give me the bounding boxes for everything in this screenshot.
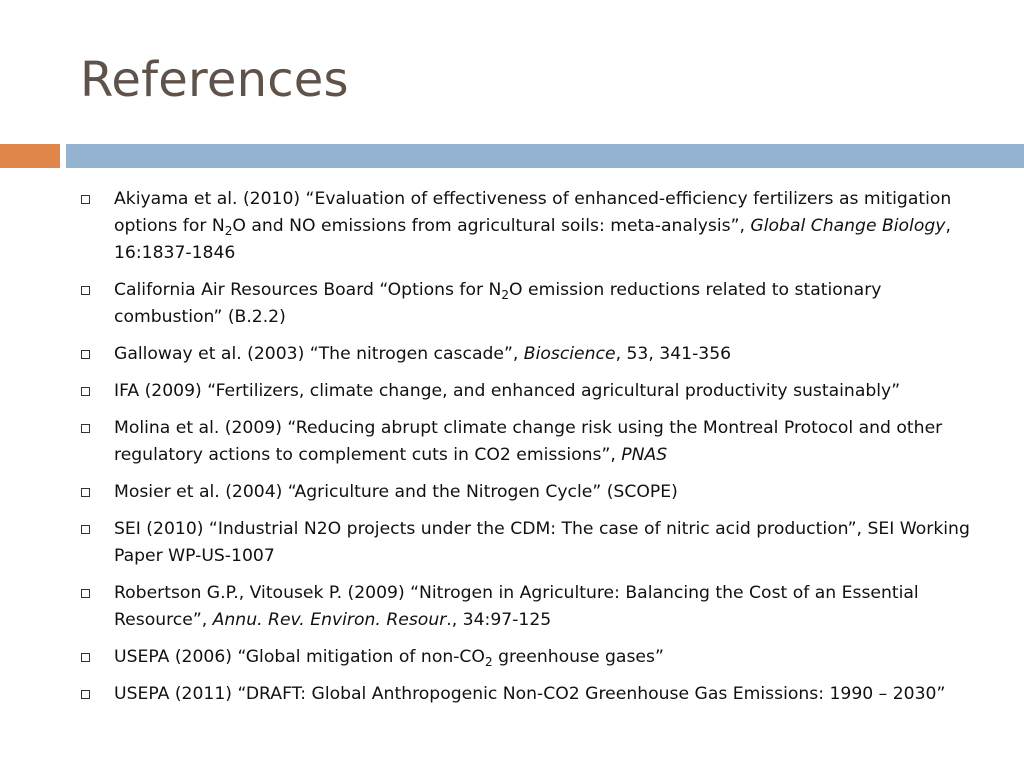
reference-list bbox=[80, 186, 980, 718]
reference-text: USEPA (2011) “DRAFT: Global Anthropogenic Non-CO2 Greenhouse Gas Emissions: 1990 – 2030” bbox=[114, 684, 946, 704]
list-item bbox=[80, 479, 980, 506]
list-item bbox=[80, 580, 980, 634]
square-bullet-icon bbox=[81, 350, 90, 359]
square-bullet-icon bbox=[81, 387, 90, 396]
square-bullet-icon bbox=[81, 488, 90, 497]
list-item bbox=[80, 378, 980, 405]
reference-text: Galloway et al. (2003) “The nitrogen cascade”, Bioscience, 53, 341-356 bbox=[114, 344, 732, 364]
reference-text: SEI (2010) “Industrial N2O projects under the CDM: The case of nitric acid production”, SEI Working Paper WP-US-1007 bbox=[114, 519, 970, 566]
list-item bbox=[80, 644, 980, 671]
square-bullet-icon bbox=[81, 589, 90, 598]
reference-text: California Air Resources Board “Options for $N_2O$ emission reductions related to stationary combustion” (B.2.2) bbox=[114, 280, 882, 327]
reference-text: IFA (2009) “Fertilizers, climate change, and enhanced agricultural productivity sustainably” bbox=[114, 381, 901, 401]
list-item bbox=[80, 186, 980, 267]
square-bullet-icon bbox=[81, 690, 90, 699]
square-bullet-icon bbox=[81, 195, 90, 204]
square-bullet-icon bbox=[81, 286, 90, 295]
square-bullet-icon bbox=[81, 424, 90, 433]
reference-text: Molina et al. (2009) “Reducing abrupt climate change risk using the Montreal Protocol and other regulatory actions to complement cuts in CO2 emissions”, PNAS bbox=[114, 418, 943, 465]
page-title: References bbox=[80, 52, 349, 108]
header-divider-bar bbox=[66, 144, 1024, 168]
square-bullet-icon bbox=[81, 653, 90, 662]
reference-text: Akiyama et al. (2010) “Evaluation of effectiveness of enhanced-efficiency fertilizers as mitigation options for $N_2O$ and NO emissions from agricultural soils: meta-analysis”, Global Change Biology, 16:1837-1846 bbox=[114, 189, 952, 263]
list-item bbox=[80, 277, 980, 331]
list-item bbox=[80, 516, 980, 570]
list-item bbox=[80, 415, 980, 469]
reference-text: Robertson G.P., Vitousek P. (2009) “Nitrogen in Agriculture: Balancing the Cost of an Essential Resource”, Annu. Rev. Environ. Resour., 34:97-125 bbox=[114, 583, 919, 630]
accent-bar bbox=[0, 144, 60, 168]
reference-text: USEPA (2006) “Global mitigation of non-$CO_2$ greenhouse gases” bbox=[114, 647, 664, 670]
list-item bbox=[80, 681, 980, 708]
square-bullet-icon bbox=[81, 525, 90, 534]
list-item bbox=[80, 341, 980, 368]
reference-text: Mosier et al. (2004) “Agriculture and the Nitrogen Cycle” (SCOPE) bbox=[114, 482, 678, 502]
